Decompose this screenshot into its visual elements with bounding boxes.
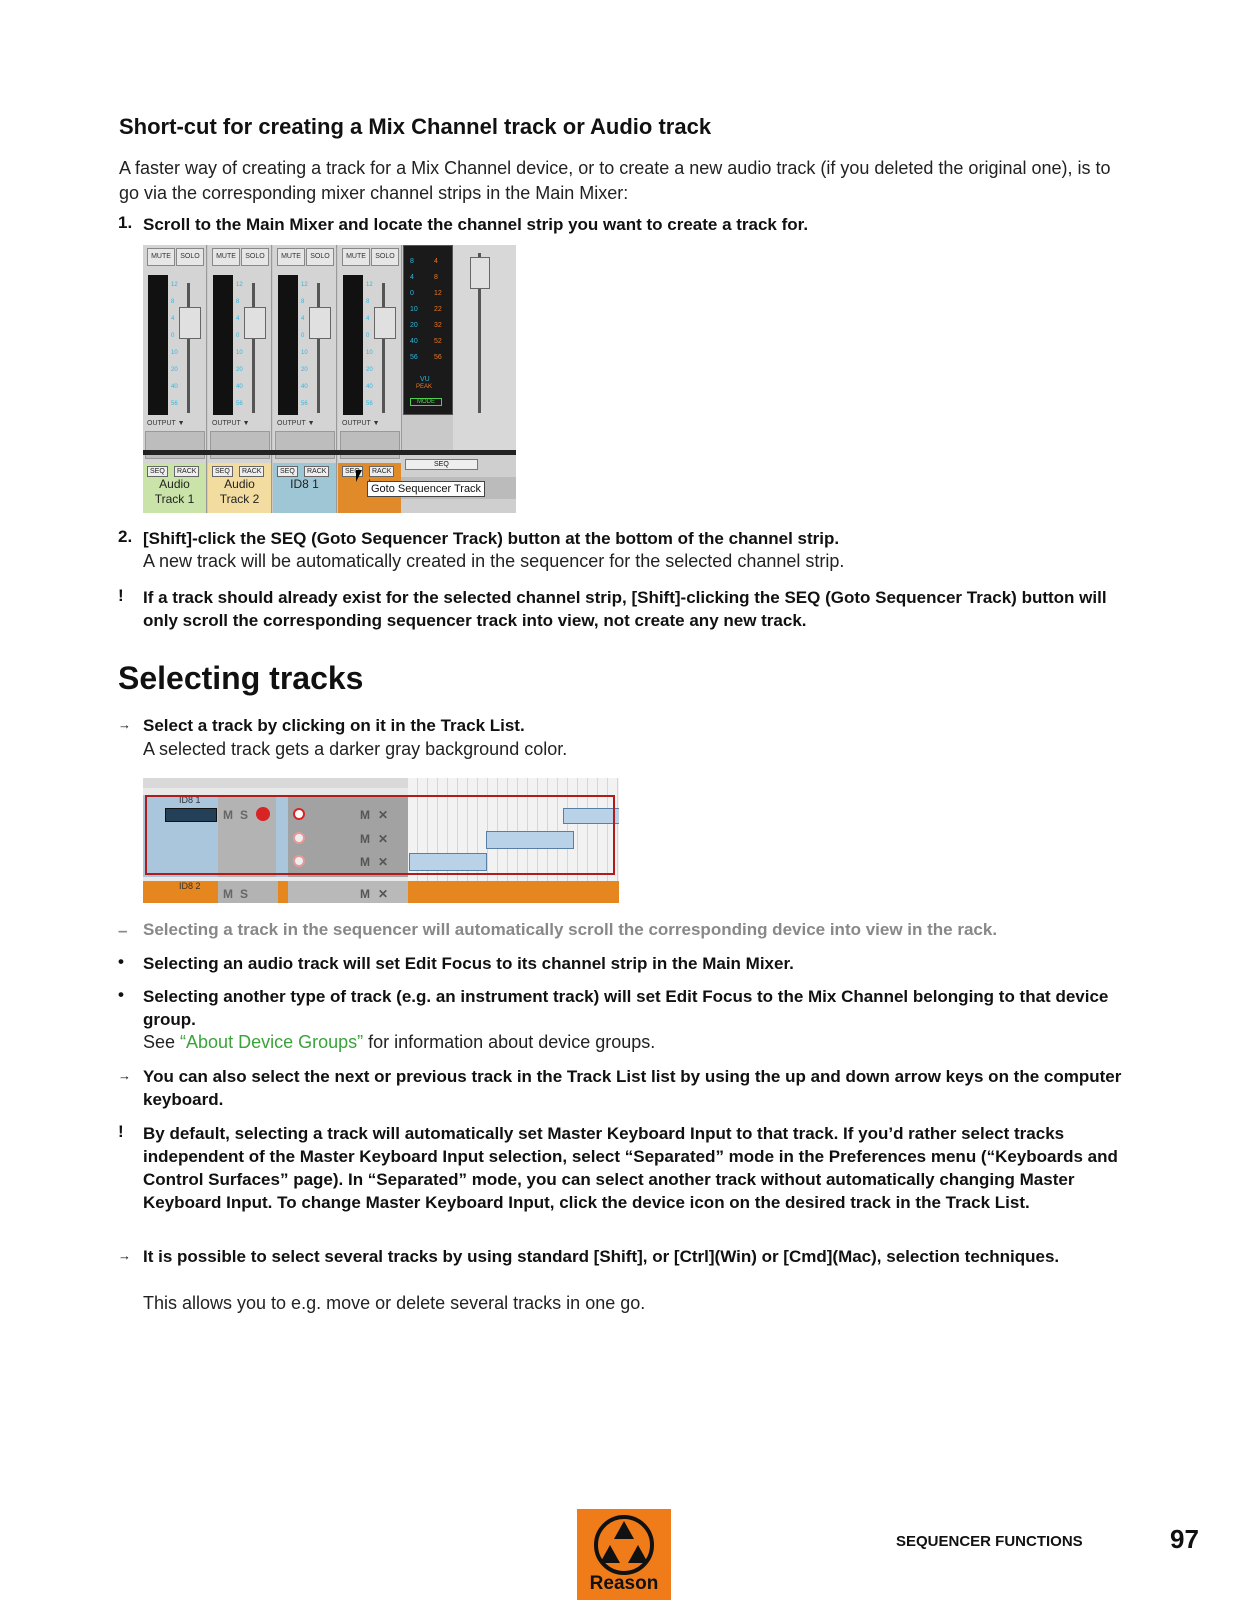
track-list-screenshot [143,778,619,903]
step-number: 1. [118,213,133,232]
see-suffix: for information about device groups. [363,1032,656,1052]
seq-button[interactable]: SEQ [147,466,168,477]
track-list-row[interactable] [143,881,619,903]
mixer-screenshot [143,245,516,513]
channel-strip [143,245,207,513]
about-device-groups-link[interactable]: “About Device Groups” [180,1032,364,1052]
mode-button[interactable]: MODE [410,398,442,406]
mute-button[interactable]: MUTE [212,248,240,266]
item-1: Select a track by clicking on it in the Track List. [143,716,525,735]
lane-mute[interactable]: M [360,808,370,822]
solo-button[interactable]: SOLO [241,248,269,266]
solo-button[interactable]: SOLO [371,248,399,266]
track-name: ID8 1 [179,795,201,805]
fader-track [187,283,190,413]
item-3-detail: This allows you to e.g. move or delete several tracks in one go. [143,1293,646,1313]
arrow-marker: → [118,1068,131,1083]
channel-name-text: Audio Track 2 [219,477,260,506]
selection-outline [145,795,615,875]
channel-name [208,463,271,513]
channel-strip [208,245,272,513]
warning-text: By default, selecting a track will automatically set Master Keyboard Input to that track. If you’d rather select tracks independent of the Master Keyboard Input selection, select “Separated” mode in the Preferences menu (“Keyboards and Control Surfaces” page). In “Separated” mode, you can select another track without automatically changing Master Keyboard Input. To change Master Keyboard Input, click the device icon on the desired track in the Track List. [143,1124,1118,1212]
tooltip: Goto Sequencer Track [367,481,485,497]
rack-button[interactable]: RACK [369,466,394,477]
rack-button[interactable]: RACK [174,466,199,477]
rack-button[interactable]: RACK [304,466,329,477]
output-label: OUTPUT ▼ [277,420,315,427]
lane-delete-icon[interactable]: ✕ [378,808,389,822]
lane-delete-icon[interactable]: ✕ [378,855,389,869]
channel-strip [273,245,337,513]
reason-emblem-icon [577,1509,671,1579]
bullet-1: Selecting an audio track will set Edit Focus to its channel strip in the Main Mixer. [143,954,794,973]
master-fader-area [453,245,516,455]
mute-button[interactable]: MUTE [277,248,305,266]
channel-name [273,463,336,513]
solo-button[interactable]: SOLO [176,248,204,266]
footer-section-label: SEQUENCER FUNCTIONS [896,1533,1083,1550]
channel-fader[interactable] [179,307,201,339]
master-meter: 8 4 0 10 20 40 56 4 8 12 22 32 52 56 VU PEAK MODE [403,245,453,415]
solo-button[interactable]: S [240,808,249,822]
arrow-marker: → [118,1248,131,1263]
intro-paragraph: A faster way of creating a track for a Mix Channel device, or to create a new audio track (if you deleted the original one), is to go via the corresponding mixer channel strips in the Main Mixer: [119,158,1111,203]
page-number: 97 [1170,1524,1199,1554]
bullet-marker: • [118,985,124,1004]
logo-text: Reason [589,1573,659,1594]
solo-button[interactable]: SOLO [306,248,334,266]
channel-name-text: ID8 1 [290,477,319,491]
fader-track [317,283,320,413]
channel-fader[interactable] [244,307,266,339]
item-3: It is possible to select several tracks by using standard [Shift], or [Ctrl](Win) or [Cmd](Mac), selection techniques. [143,1247,1060,1266]
bullet-2: Selecting another type of track (e.g. an instrument track) will set Edit Focus to the Mix Channel belonging to that device group. [143,987,1109,1029]
output-label: OUTPUT ▼ [212,420,250,427]
reason-logo [577,1509,671,1600]
mute-button[interactable]: MUTE [342,248,370,266]
seq-button[interactable]: SEQ [277,466,298,477]
arrow-marker: → [118,717,131,732]
vu-label: VU [420,376,430,383]
lane-mute[interactable]: M [360,855,370,869]
channel-strip [338,245,402,513]
level-meter [278,275,298,415]
warning-marker: ! [118,586,124,605]
peak-label: PEAK [416,384,433,390]
rack-button[interactable]: RACK [239,466,264,477]
channel-name [143,463,206,513]
section-heading: Short-cut for creating a Mix Channel track or Audio track [119,114,712,139]
channel-name-text: Audio Track 1 [154,477,195,506]
note-text: Selecting a track in the sequencer will automatically scroll the corresponding device into view in the rack. [143,920,998,939]
warning-text: If a track should already exist for the selected channel strip, [Shift]-clicking the SEQ (Goto Sequencer Track) button will only scroll the corresponding sequencer track into view, not create any new track. [143,588,1107,630]
see-prefix: See [143,1032,181,1052]
channel-fader[interactable] [374,307,396,339]
level-meter [343,275,363,415]
lane-delete-icon[interactable]: ✕ [378,832,389,846]
mute-button[interactable]: M [223,887,233,901]
meter-scale: 12 8 4 0 10 20 40 56 [366,282,373,407]
selection-stripe [143,450,401,455]
item-2: You can also select the next or previous track in the Track List list by using the up and down arrow keys on the computer keyboard. [143,1067,1122,1109]
mute-button[interactable]: M [223,808,233,822]
page-heading: Selecting tracks [118,660,364,696]
level-meter [148,275,168,415]
track-name: ID8 2 [179,881,201,891]
warning-marker: ! [118,1122,124,1141]
output-label: OUTPUT ▼ [147,420,185,427]
channel-fader[interactable] [309,307,331,339]
seq-button[interactable]: SEQ [342,466,363,477]
lane-delete-icon[interactable]: ✕ [378,887,389,901]
mute-button[interactable]: MUTE [147,248,175,266]
step-1: Scroll to the Main Mixer and locate the channel strip you want to create a track for. [143,215,809,234]
cursor-icon [356,470,362,482]
fader-track [382,283,385,413]
master-seq-button[interactable]: SEQ [405,459,478,470]
level-meter [213,275,233,415]
meter-scale: 12 8 4 0 10 20 40 56 [171,282,178,407]
seq-button[interactable]: SEQ [212,466,233,477]
solo-button[interactable]: S [240,887,249,901]
step-2: [Shift]-click the SEQ (Goto Sequencer Track) button at the bottom of the channel strip. [143,529,840,548]
meter-scale: 12 8 4 0 10 20 40 56 [236,282,243,407]
lane-mute[interactable]: M [360,887,370,901]
step-number: 2. [118,527,133,546]
lane-mute[interactable]: M [360,832,370,846]
bullet-marker: • [118,952,124,971]
meter-scale: 12 8 4 0 10 20 40 56 [301,282,308,407]
note-marker: – [118,921,128,940]
output-label: OUTPUT ▼ [342,420,380,427]
fader-track [252,283,255,413]
item-1-detail: A selected track gets a darker gray background color. [143,739,568,759]
step-2-detail: A new track will be automatically created in the sequencer for the selected channel strip. [143,551,845,571]
see-also [143,1030,1128,1055]
master-fader[interactable] [470,257,490,289]
